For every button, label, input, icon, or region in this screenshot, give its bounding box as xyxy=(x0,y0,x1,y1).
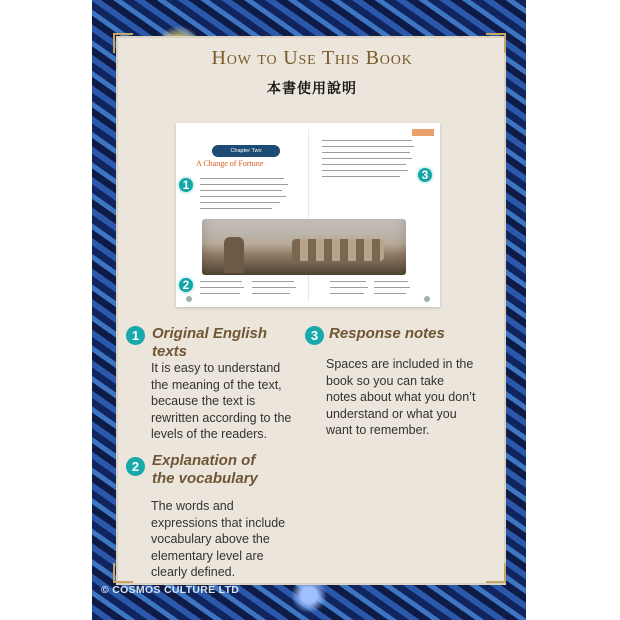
text-line xyxy=(322,146,414,147)
vocab-line xyxy=(330,293,364,294)
page-corner-icon xyxy=(186,296,192,302)
vocab-line xyxy=(252,287,296,288)
text-line xyxy=(322,140,412,141)
vocab-line xyxy=(374,293,406,294)
vocab-line xyxy=(330,287,368,288)
right-page-header xyxy=(412,129,434,136)
section-3-badge: 3 xyxy=(305,326,324,345)
text-line xyxy=(322,170,408,171)
text-line xyxy=(200,178,284,179)
page-subtitle: 本書使用說明 xyxy=(267,80,357,96)
sample-marker-1: 1 xyxy=(177,176,195,194)
text-line xyxy=(200,196,286,197)
section-3-text: Spaces are included in the book so you can take notes about what you don’t understand or what you want to remember. xyxy=(326,357,476,437)
vocab-line xyxy=(200,293,240,294)
corner-ornament-bottom-right xyxy=(486,563,506,583)
publisher-credit: © COSMOS CULTURE LTD xyxy=(101,584,240,596)
vocab-line xyxy=(374,287,410,288)
chapter-label: Chapter Two xyxy=(212,145,280,157)
section-3-title: Response notes xyxy=(329,325,445,342)
section-1-badge: 1 xyxy=(126,326,145,345)
text-line xyxy=(322,164,406,165)
corner-ornament-bottom-left xyxy=(113,563,133,583)
section-1-title: Original English texts xyxy=(152,325,268,360)
text-line xyxy=(200,202,280,203)
sample-marker-2: 2 xyxy=(177,276,195,294)
spread-divider xyxy=(308,129,309,301)
text-line xyxy=(322,152,410,153)
vocab-line xyxy=(374,281,408,282)
text-line xyxy=(322,158,412,159)
vocab-line xyxy=(252,293,290,294)
vocab-line xyxy=(200,281,242,282)
page-corner-icon xyxy=(424,296,430,302)
text-line xyxy=(200,184,288,185)
vocab-line xyxy=(330,281,366,282)
text-line xyxy=(200,190,282,191)
sample-marker-3: 3 xyxy=(416,166,434,184)
chapter-heading: A Change of Fortune xyxy=(196,159,264,168)
text-line xyxy=(322,176,400,177)
story-illustration xyxy=(202,219,406,275)
section-2-badge: 2 xyxy=(126,457,145,476)
vocab-line xyxy=(252,281,294,282)
page-title: How to Use This Book xyxy=(211,47,413,69)
text-line xyxy=(200,208,272,209)
vocab-line xyxy=(200,287,244,288)
section-1-text: It is easy to understand the meaning of the text, because the text is rewritten according to the levels of the readers. xyxy=(151,361,292,441)
section-2-title: Explanation of the vocabulary xyxy=(152,452,258,487)
sample-book-spread xyxy=(176,123,440,307)
section-2-text: The words and expressions that include vocabulary above the elementary level are clearly defined. xyxy=(151,499,286,579)
